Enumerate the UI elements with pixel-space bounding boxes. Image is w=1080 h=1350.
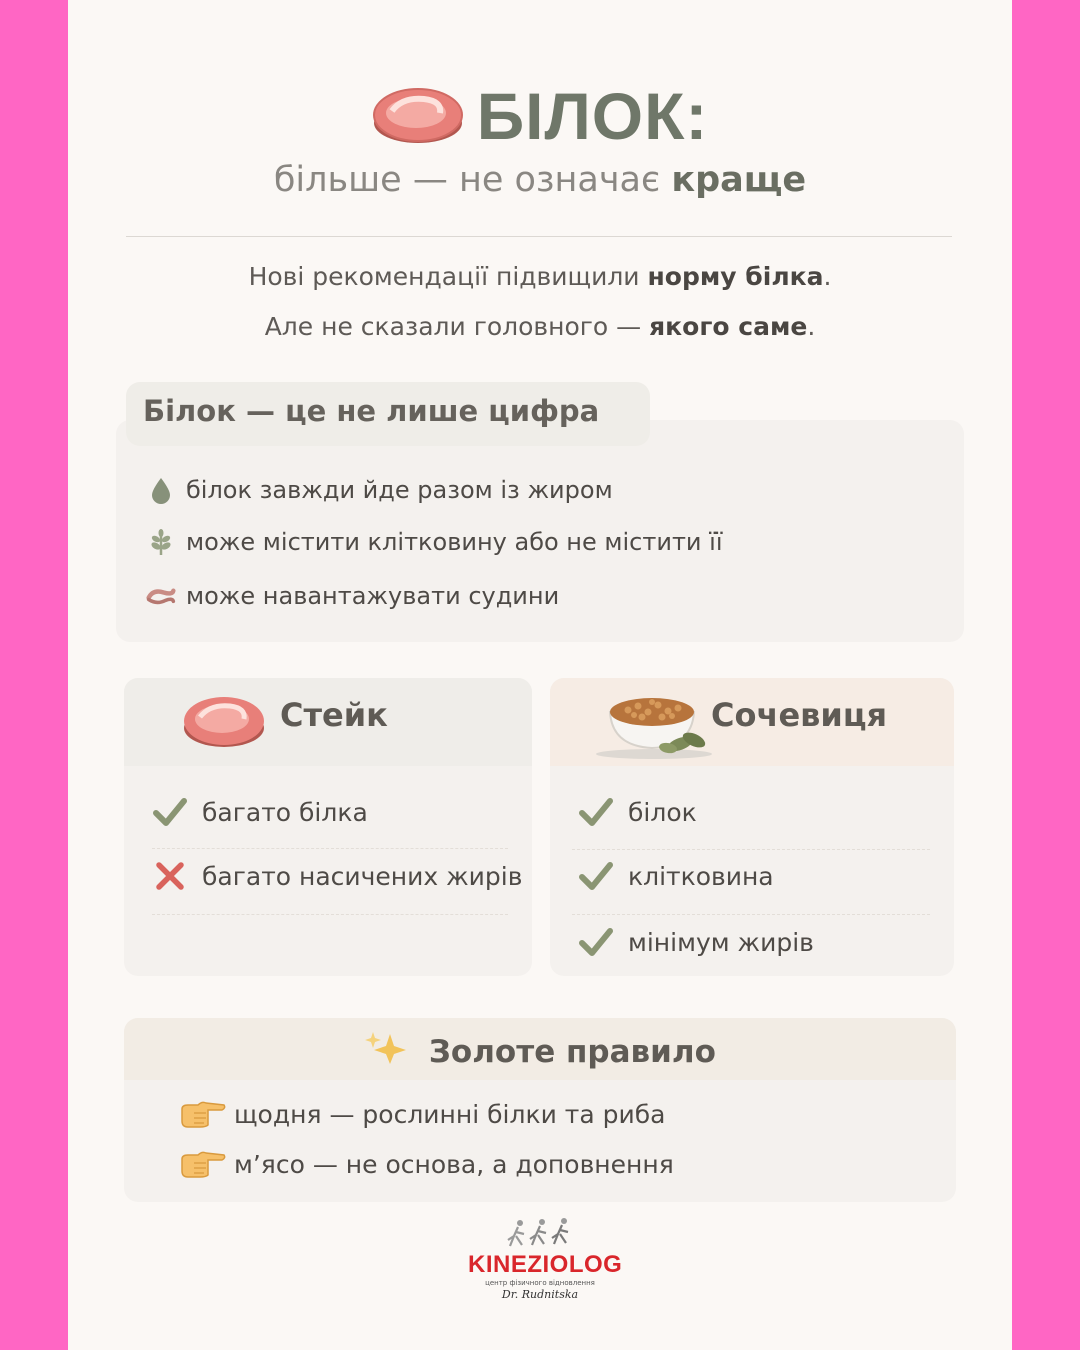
brand-name: KINEZIOLOG xyxy=(468,1251,623,1278)
lentils-item xyxy=(578,922,814,962)
golden-rule-item xyxy=(180,1094,665,1134)
golden-rule-item xyxy=(180,1144,674,1184)
vessel-icon xyxy=(146,581,176,611)
intro-2-bold: якого саме xyxy=(649,312,808,341)
check-icon xyxy=(152,794,188,830)
brand-tagline: центр фізичного відновлення xyxy=(485,1279,595,1287)
steak-item-text: багато білка xyxy=(202,797,368,827)
intro-1-end: . xyxy=(823,262,832,291)
row-divider xyxy=(152,848,508,849)
info-item xyxy=(146,578,559,614)
intro-1-plain: Нові рекомендації підвищили xyxy=(248,262,648,291)
steak-item xyxy=(152,856,522,896)
page-subtitle xyxy=(68,160,1012,200)
info-item xyxy=(146,524,722,560)
pointing-hand-icon xyxy=(180,1099,226,1129)
brand-signature: Dr. Rudnitska xyxy=(501,1288,579,1301)
page-title: БІЛОК: xyxy=(476,79,709,153)
check-icon xyxy=(578,924,614,960)
check-icon xyxy=(578,794,614,830)
steak-title: Стейк xyxy=(280,696,388,734)
row-divider xyxy=(152,914,508,915)
golden-rule-item-text: м’ясо — не основа, а доповнення xyxy=(234,1149,674,1179)
steak-item xyxy=(152,792,368,832)
lentil-bowl-icon xyxy=(594,688,718,764)
check-icon xyxy=(578,858,614,894)
header xyxy=(68,78,1012,154)
intro-2-end: . xyxy=(807,312,816,341)
lentils-title: Сочевиця xyxy=(711,696,888,734)
steak-item-text: багато насичених жирів xyxy=(202,861,523,891)
intro-2-plain: Але не сказали головного — xyxy=(264,312,650,341)
cross-icon xyxy=(152,858,188,894)
info-item xyxy=(146,472,613,508)
row-divider xyxy=(572,914,930,915)
intro-line-1 xyxy=(68,262,1012,291)
intro-1-bold: норму білка xyxy=(647,262,824,291)
lentils-item xyxy=(578,856,774,896)
intro-line-2 xyxy=(68,312,1012,341)
row-divider xyxy=(572,849,930,850)
drop-icon xyxy=(146,475,176,505)
info-item-text: може навантажувати судини xyxy=(186,582,560,610)
lentils-item-text: клітковина xyxy=(628,861,774,891)
divider xyxy=(126,236,952,237)
sprout-icon xyxy=(146,527,176,557)
info-item-text: білок завжди йде разом із жиром xyxy=(186,476,613,504)
golden-rule-heading xyxy=(68,1030,1012,1074)
steak-icon xyxy=(372,81,464,151)
info-item-text: може містити клітковину або не містити її xyxy=(186,528,723,556)
golden-rule-item-text: щодня — рослинні білки та риба xyxy=(234,1099,666,1129)
subtitle-bold: краще xyxy=(671,160,807,200)
info-card-title: Білок — це не лише цифра xyxy=(143,394,600,428)
lentils-item-text: білок xyxy=(628,797,697,827)
lentils-item xyxy=(578,792,697,832)
infographic-page xyxy=(68,0,1012,1350)
subtitle-plain: більше — не означає xyxy=(273,160,672,200)
lentils-item-text: мінімум жирів xyxy=(628,927,814,957)
pointing-hand-icon xyxy=(180,1149,226,1179)
sparkles-icon xyxy=(364,1030,410,1074)
runners-icon xyxy=(468,1218,612,1252)
golden-rule-title: Золоте правило xyxy=(428,1034,716,1070)
steak-icon xyxy=(182,688,266,756)
brand-logo xyxy=(468,1218,623,1302)
